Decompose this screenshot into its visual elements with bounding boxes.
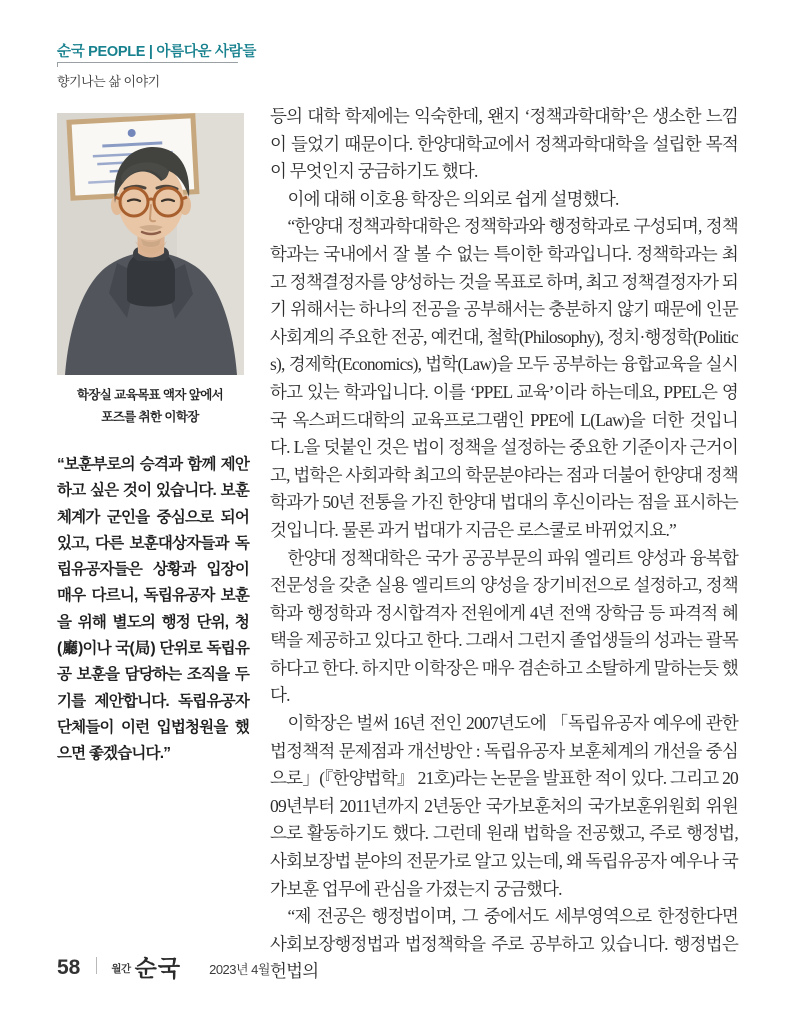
article-paragraph: “한양대 정책과학대학은 정책학과와 행정학과로 구성되며, 정책학과는 국내에서 잘 볼 수 없는 특이한 학과입니다. 정책학과는 최고 정책결정자를 양성하는 것을 목표로 하며, 최고 정책결정자가 되기 위해서는 하나의 전공을 공부해서는 충분하지 않기 때문에 인문사회계의 주요한 전공, 예컨대, 철학(Philosophy), 정치·행정학(Politics), 경제학(Economics), 법학(Law)을 모두 공부하는 융합교육을 실시하고 있는 학과입니다. 이를 ‘PPEL 교육’이라 하는데요, PPEL은 영국 옥스퍼드대학의 교육프로그램인 PPE에 L(Law)을 더한 것입니다. L을 덧붙인 것은 법이 정책을 설정하는 중요한 기준이자 근거이고, 법학은 사회과학 최고의 학문분야라는 점과 더불어 한양대 정책학과가 50년 전통을 가진 한양대 법대의 후신이라는 점을 표시하는 것입니다. 물론 과거 법대가 지금은 로스쿨로 바뀌었지요.” [270, 216, 738, 540]
footer-divider [96, 957, 97, 974]
magazine-label: 월간 [111, 962, 131, 975]
article-paragraph: 이에 대해 이호용 학장은 의외로 쉽게 설명했다. [287, 188, 619, 209]
portrait-photo [57, 113, 244, 375]
pull-quote: “보훈부로의 승격과 함께 제안하고 싶은 것이 있습니다. 보훈체계가 군인을 중심으로 되어 있고, 다른 보훈대상자들과 독립유공자들은 상황과 입장이 매우 다르니, 독립유공자 보훈을 위해 별도의 행정 단위, 청(廳)이나 국(局) 단위로 독립유공 보훈을 담당하는 조직을 두기를 제안합니다. 독립유공자 단체들이 이런 입법청원을 했으면 좋겠습니다.” [57, 456, 249, 763]
photo-caption-line1: 학장실 교육목표 액자 앞에서 [76, 388, 224, 402]
photo-caption [45, 384, 255, 428]
article-paragraph: “제 전공은 행정법이며, 그 중에서도 세부영역으로 한정한다면 사회보장행정법과 법정책학을 주로 공부하고 있습니다. 행정법은 헌법의 [270, 906, 738, 982]
article-body [270, 103, 738, 986]
magazine-logo: 순국 [134, 955, 182, 981]
issue-date: 2023년 4월 [209, 961, 270, 977]
article-paragraph: 등의 대학 학제에는 익숙한데, 왠지 ‘정책과학대학’은 생소한 느낌이 들었기 때문이다. 한양대학교에서 정책과학대학을 설립한 목적이 무엇인지 궁금하기도 했다. [270, 106, 738, 182]
page-number: 58 [57, 956, 81, 979]
kicker-rule [57, 62, 238, 67]
article-paragraph: 한양대 정책대학은 국가 공공부문의 파워 엘리트 양성과 융복합 전문성을 갖춘 실용 엘리트의 양성을 장기비전으로 설정하고, 정책학과 행정학과 정시합격자 전원에게 4년 전액 장학금 등 파격적 혜택을 제공하고 있다고 한다. 그래서 그런지 졸업생들의 성과는 괄목하다고 한다. 하지만 이학장은 매우 겸손하고 소탈하게 말하는듯 했다. [270, 547, 738, 706]
section-kicker: 순국 PEOPLE | 아름다운 사람들 [57, 44, 257, 60]
article-paragraph: 이학장은 벌써 16년 전인 2007년도에 「독립유공자 예우에 관한 법정책적 문제점과 개선방안 : 독립유공자 보훈체계의 개선을 중심으로」(『한양법학』 21호)라는 논문을 발표한 적이 있다. 그리고 2009년부터 2011년까지 2년동안 국가보훈처의 국가보훈위원회 위원으로 활동하기도 했다. 그런데 원래 법학을 전공했고, 주로 행정법, 사회보장법 분야의 전문가로 알고 있는데, 왜 독립유공자 예우나 국가보훈 업무에 관심을 가졌는지 궁금했다. [270, 713, 738, 899]
photo-caption-line2: 포즈를 취한 이학장 [101, 410, 199, 424]
page-footer [57, 956, 270, 980]
section-subtitle: 향기나는 삶 이야기 [57, 74, 160, 89]
